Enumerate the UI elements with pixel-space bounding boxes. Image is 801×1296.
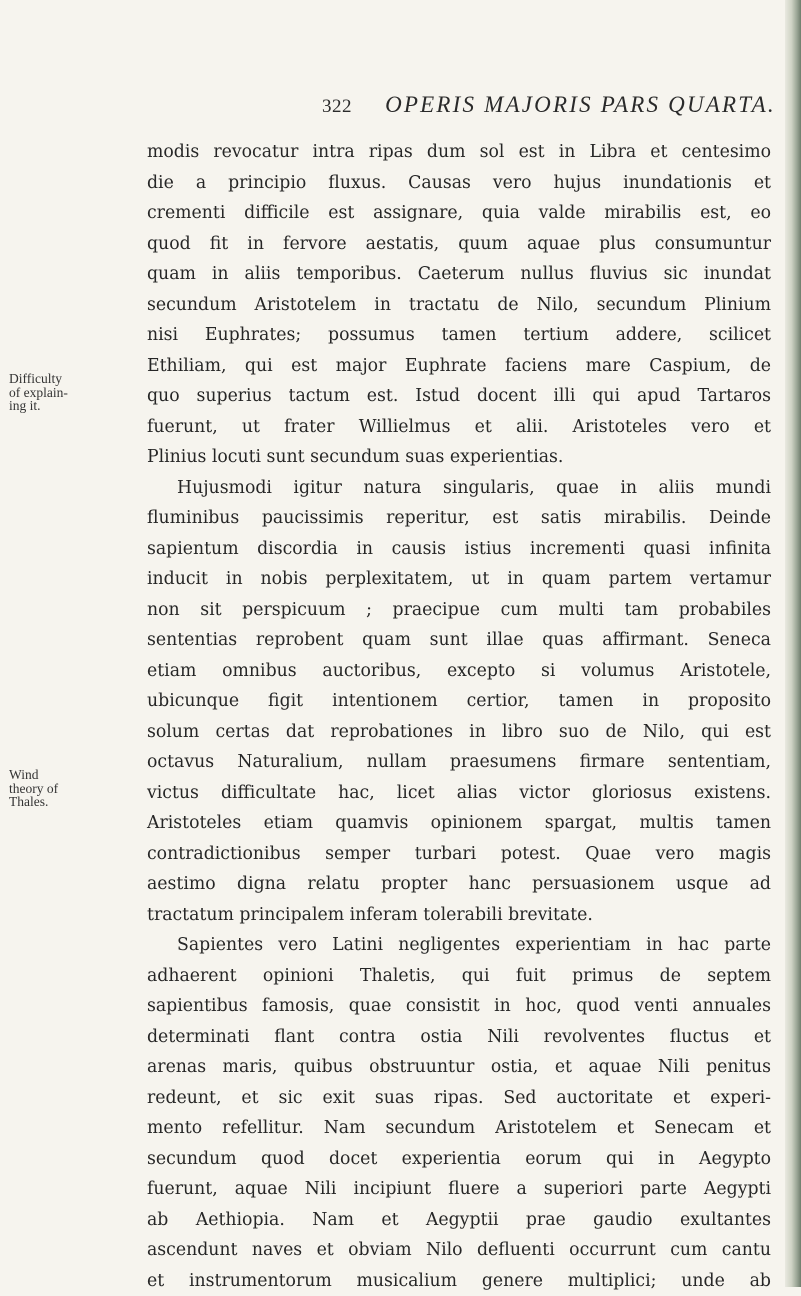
text-line: nisi Euphrates; possumus tamen tertium addere, scilicet: [147, 320, 771, 351]
text-line: modis revocatur intra ripas dum sol est in Libra et centesimo: [147, 137, 771, 168]
text-line: determinati flant contra ostia Nili revolventes fluctus et: [147, 1022, 771, 1053]
text-line: die a principio fluxus. Causas vero hujus inundationis et: [147, 168, 771, 199]
text-line: mento refellitur. Nam secundum Aristotelem et Senecam et: [147, 1113, 771, 1144]
text-line: non sit perspicuum ; praecipue cum multi tam probabiles: [147, 595, 771, 626]
text-line: redeunt, et sic exit suas ripas. Sed auctoritate et experi-: [147, 1083, 771, 1114]
text-line: Ethiliam, qui est major Euphrate faciens mare Caspium, de: [147, 351, 771, 382]
text-line: victus difficultate hac, licet alias victor gloriosus existens.: [147, 778, 771, 809]
marginal-note-line: of explain-: [9, 386, 79, 400]
text-line: ab Aethiopia. Nam et Aegyptii prae gaudio exultantes: [147, 1205, 771, 1236]
text-line: adhaerent opinioni Thaletis, qui fuit primus de septem: [147, 961, 771, 992]
text-line: sententias reprobent quam sunt illae quas affirmant. Seneca: [147, 625, 771, 656]
text-line: sapientum discordia in causis istius incrementi quasi infinita: [147, 534, 771, 565]
marginal-note-line: Wind: [9, 768, 79, 782]
paragraph-start-line: Sapientes vero Latini negligentes experientiam in hac parte: [147, 930, 771, 961]
text-line: secundum Aristotelem in tractatu de Nilo, secundum Plinium: [147, 290, 771, 321]
marginal-note-line: theory of: [9, 782, 79, 796]
text-line: crementi difficile est assignare, quia valde mirabilis est, eo: [147, 198, 771, 229]
text-line: et instrumentorum musicalium genere multiplici; unde ab: [147, 1266, 771, 1296]
text-line: inducit in nobis perplexitatem, ut in quam partem vertamur: [147, 564, 771, 595]
text-line: quod fit in fervore aestatis, quum aquae plus consumuntur: [147, 229, 771, 260]
page-edge-shadow: [785, 0, 801, 1287]
text-line: secundum quod docet experientia eorum qui in Aegypto: [147, 1144, 771, 1175]
text-line: arenas maris, quibus obstruuntur ostia, et aquae Nili penitus: [147, 1052, 771, 1083]
text-line: fuerunt, ut frater Willielmus et alii. Aristoteles vero et: [147, 412, 771, 443]
text-line: contradictionibus semper turbari potest. Quae vero magis: [147, 839, 771, 870]
text-line: solum certas dat reprobationes in libro suo de Nilo, qui est: [147, 717, 771, 748]
running-title: OPERIS MAJORIS PARS QUARTA.: [385, 92, 776, 118]
text-line: Aristoteles etiam quamvis opinionem spargat, multis tamen: [147, 808, 771, 839]
page-header: [322, 92, 776, 122]
text-line: octavus Naturalium, nullam praesumens firmare sententiam,: [147, 747, 771, 778]
text-line: etiam omnibus auctoribus, excepto si volumus Aristotele,: [147, 656, 771, 687]
text-line: quam in aliis temporibus. Caeterum nullus fluvius sic inundat: [147, 259, 771, 290]
marginal-note-line: ing it.: [9, 399, 79, 413]
text-line: quo superius tactum est. Istud docent illi qui apud Tartaros: [147, 381, 771, 412]
page-number: 322: [322, 96, 352, 118]
paragraph-start-line: Hujusmodi igitur natura singularis, quae in aliis mundi: [147, 473, 771, 504]
text-line: aestimo digna relatu propter hanc persuasionem usque ad: [147, 869, 771, 900]
text-line: ubicunque figit intentionem certior, tamen in proposito: [147, 686, 771, 717]
marginal-note-line: Difficulty: [9, 372, 79, 386]
text-line: Plinius locuti sunt secundum suas experientias.: [147, 442, 771, 473]
text-line: tractatum principalem inferam tolerabili brevitate.: [147, 900, 771, 931]
marginal-note-line: Thales.: [9, 795, 79, 809]
text-line: fuerunt, aquae Nili incipiunt fluere a superiori parte Aegypti: [147, 1174, 771, 1205]
text-line: ascendunt naves et obviam Nilo defluenti occurrunt cum cantu: [147, 1235, 771, 1266]
text-line: fluminibus paucissimis reperitur, est satis mirabilis. Deinde: [147, 503, 771, 534]
marginal-note-difficulty: [9, 372, 79, 413]
marginal-note-wind-theory: [9, 768, 79, 809]
text-line: sapientibus famosis, quae consistit in hoc, quod venti annuales: [147, 991, 771, 1022]
body-text: [147, 137, 771, 1296]
